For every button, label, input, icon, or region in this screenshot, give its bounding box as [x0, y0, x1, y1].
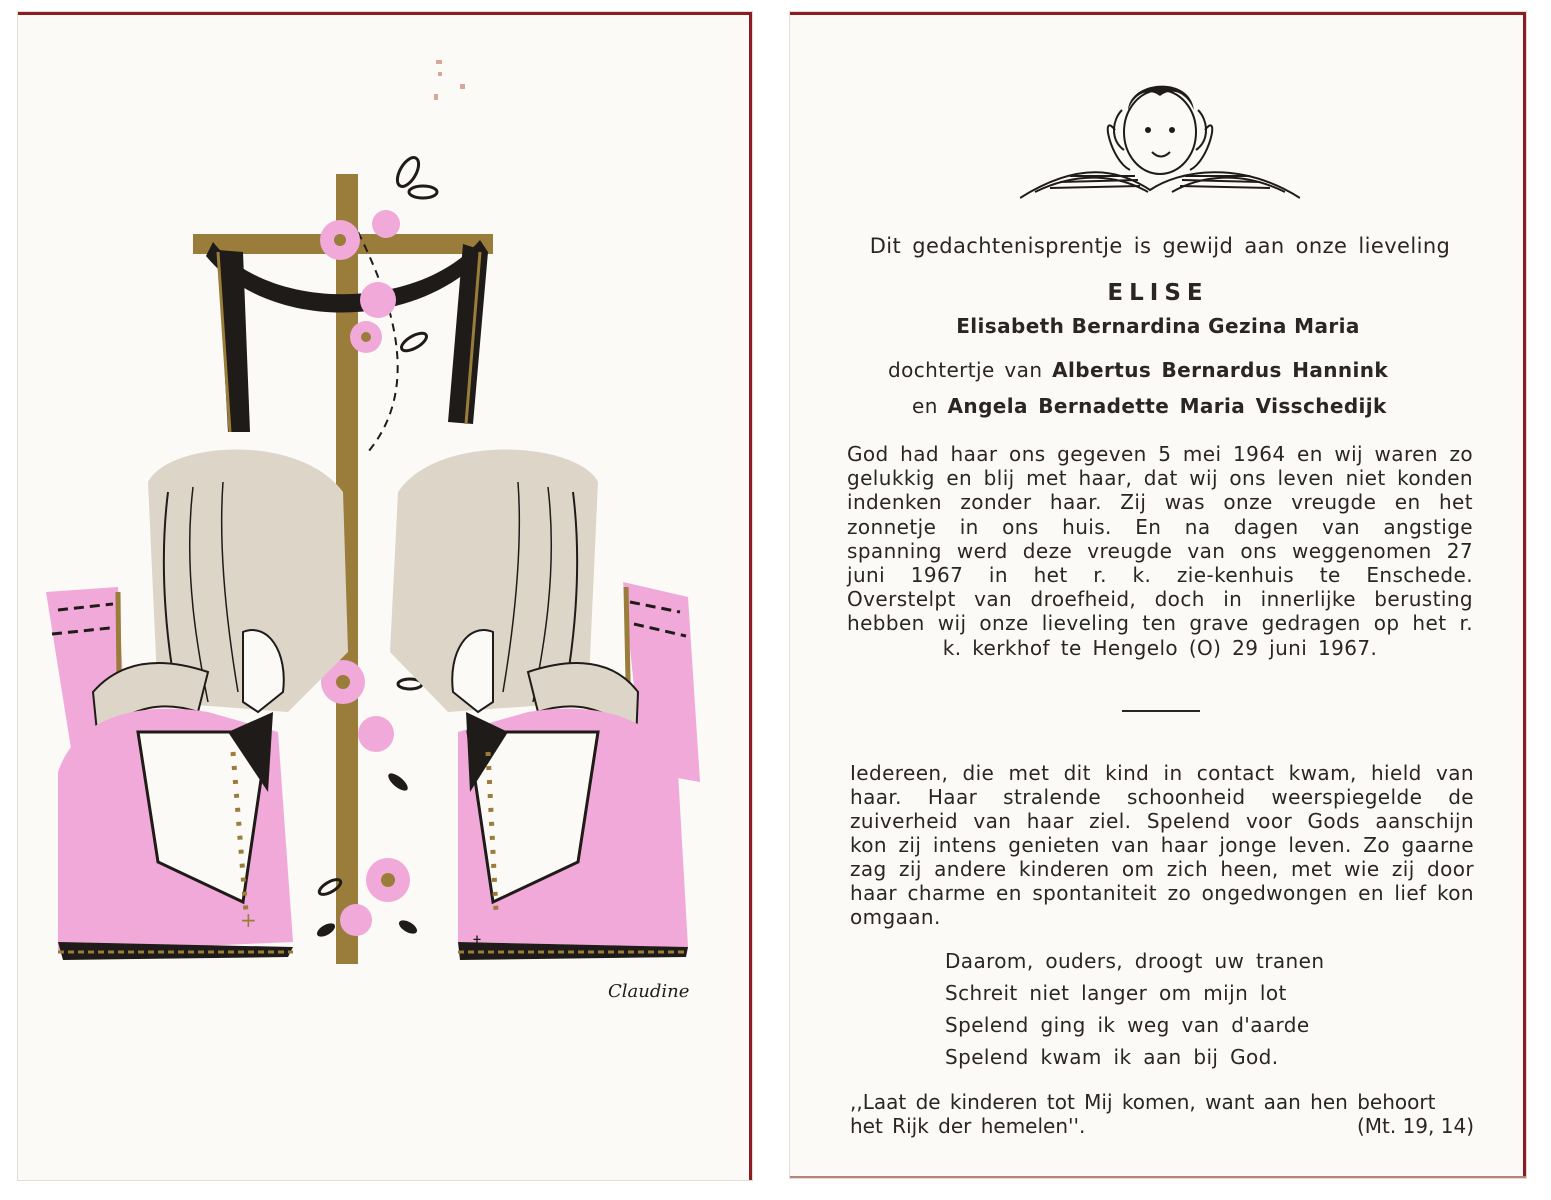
left-girl — [58, 450, 348, 961]
child-name: ELISE — [1107, 280, 1209, 306]
mother-name: Angela Bernadette Maria Visschedijk — [947, 394, 1387, 418]
quote-reference: (Mt. 19, 14) — [1356, 1114, 1474, 1138]
dedication-line: Dit gedachtenisprentje is gewijd aan onze lieveling — [869, 234, 1451, 258]
illustration-card — [18, 12, 752, 1180]
poem-line: Spelend kwam ik aan bij God. — [945, 1045, 1279, 1069]
poem — [945, 945, 1324, 1073]
card-edge-right — [1523, 12, 1526, 1178]
remembrance-paragraph: Iedereen, die met dit kind in contact kwam, hield van haar. Haar stralende schoonheid weerspiegelde de zuiverheid van haar ziel. Spelend voor Gods aanschijn kon zij intens genieten van haar jonge leven. Zo gaarne zag zij andere kinderen om zich heen, met wie zij door haar charme en spontaniteit zo ongedwongen en lief kon omgaan. — [850, 761, 1474, 929]
quote-text: ,,Laat de kinderen tot Mij komen, want aan hen behoort het Rijk der hemelen''. — [850, 1090, 1436, 1138]
card-edge-bottom — [790, 1176, 1526, 1178]
card-edge-top — [790, 12, 1526, 15]
cherub-icon — [1020, 70, 1300, 220]
parents-prefix: dochtertje van — [888, 358, 1043, 382]
artist-signature: Claudine — [608, 981, 690, 1002]
father-line — [888, 358, 1388, 382]
svg-text:†: † — [473, 932, 481, 951]
mother-prefix: en — [912, 394, 938, 418]
svg-text:+: + — [240, 908, 257, 932]
memorial-text-card — [790, 12, 1526, 1178]
poem-line: Spelend ging ik weg van d'aarde — [945, 1013, 1310, 1037]
poem-line: Daarom, ouders, droogt uw tranen — [945, 949, 1325, 973]
poem-line: Schreit niet langer om mijn lot — [945, 981, 1287, 1005]
divider — [1122, 710, 1200, 712]
mother-line — [912, 394, 1387, 418]
biography-paragraph: God had haar ons gegeven 5 mei 1964 en wij waren zo gelukkig en blij met haar, dat wij ons leven niet konden indenken zonder haar. Zij was onze vreugde en het zonnetje in ons huis. En na dagen van angstige spanning werd deze vreugde van ons weggenomen 27 juni 1967 in het r. k. zie-kenhuis te Enschede. Overstelpt van droefheid, doch in innerlijke berusting hebben wij onze lieveling ten grave gedragen op het r. k. kerkhof te Hengelo (O) 29 juni 1967. — [847, 442, 1473, 660]
father-name: Albertus Bernardus Hannink — [1052, 358, 1389, 382]
praying-girls-illustration — [18, 12, 752, 1180]
stain-marks — [434, 60, 465, 100]
child-full-name: Elisabeth Bernardina Gezina Maria — [956, 314, 1360, 338]
bible-quote — [850, 1090, 1474, 1138]
